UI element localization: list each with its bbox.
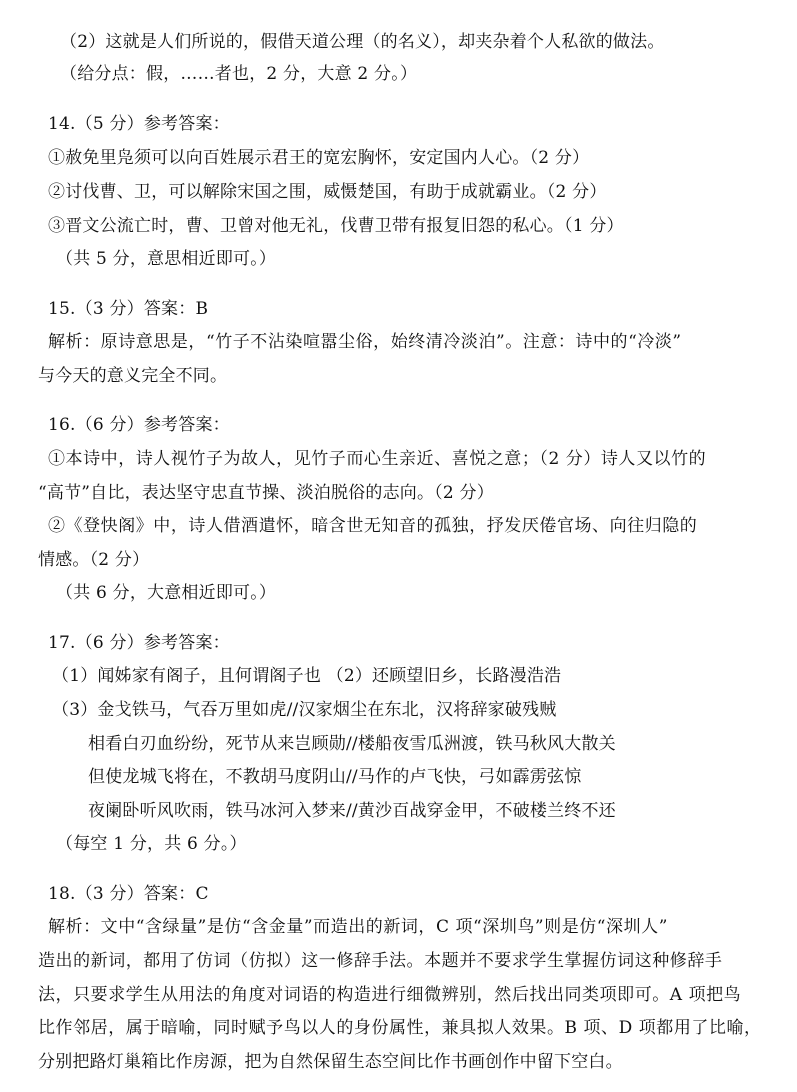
q18-analysis-line-5: 分别把路灯巢箱比作房源，把为自然保留生态空间比作书画创作中留下空白。 bbox=[38, 1052, 623, 1072]
q14-note: （共 5 分，意思相近即可。） bbox=[56, 249, 277, 269]
q16-answer-2-line-2: 情感。（2 分） bbox=[38, 550, 150, 570]
q17-header: 17.（6 分）参考答案： bbox=[48, 633, 230, 653]
q16-header: 16.（6 分）参考答案： bbox=[48, 415, 230, 435]
q14-answer-3: ③晋文公流亡时，曹、卫曾对他无礼，伐曹卫带有报复旧怨的私心。（1 分） bbox=[48, 216, 624, 236]
q18-analysis-line-2: 造出的新词，都用了仿词（仿拟）这一修辞手法。本题并不要求学生掌握仿词这种修辞手 bbox=[38, 951, 723, 971]
q17-answer-3-line-1: （3）金戈铁马，气吞万里如虎//汉家烟尘在东北，汉将辞家破残贼 bbox=[52, 700, 557, 720]
q13-scoring-note: （给分点：假，……者也，2 分，大意 2 分。） bbox=[60, 64, 418, 84]
q17-answer-3-line-2: 相看白刃血纷纷，死节从来岂顾勋//楼船夜雪瓜洲渡，铁马秋风大散关 bbox=[88, 734, 616, 754]
q18-analysis-line-4: 比作邻居，属于暗喻，同时赋予鸟以人的身份属性，兼具拟人效果。B 项、D 项都用了比喻， bbox=[38, 1018, 762, 1038]
q18-analysis-line-1: 解析：文中“含绿量”是仿“含金量”而造出的新词，C 项“深圳鸟”则是仿“深圳人” bbox=[48, 917, 668, 937]
q17-note: （每空 1 分，共 6 分。） bbox=[56, 834, 247, 854]
q17-answer-3-line-4: 夜阑卧听风吹雨，铁马冰河入梦来//黄沙百战穿金甲，不破楼兰终不还 bbox=[88, 801, 616, 821]
q15-analysis-line-1: 解析：原诗意思是，“竹子不沾染喧嚣尘俗，始终清冷淡泊”。注意：诗中的“冷淡” bbox=[48, 332, 682, 352]
q16-answer-1-line-1: ①本诗中，诗人视竹子为故人，见竹子而心生亲近、喜悦之意；（2 分）诗人又以竹的 bbox=[48, 449, 707, 469]
q16-answer-1-line-2: “高节”自比，表达坚守忠直节操、淡泊脱俗的志向。（2 分） bbox=[38, 483, 494, 503]
q18-header: 18.（3 分）答案：C bbox=[48, 884, 209, 904]
q13-answer-item-2: （2）这就是人们所说的，假借天道公理（的名义），却夹杂着个人私欲的做法。 bbox=[60, 32, 665, 52]
q15-header: 15.（3 分）答案：B bbox=[48, 299, 209, 319]
q17-answer-3-line-3: 但使龙城飞将在，不教胡马度阴山//马作的卢飞快，弓如霹雳弦惊 bbox=[88, 767, 582, 787]
q15-analysis-line-2: 与今天的意义完全不同。 bbox=[38, 366, 228, 386]
q17-answer-1-2: （1）闻姊家有阁子，且何谓阁子也 （2）还顾望旧乡，长路漫浩浩 bbox=[52, 666, 562, 686]
q18-analysis-line-3: 法，只要求学生从用法的角度对词语的构造进行细微辨别，然后找出同类项即可。A 项把鸟 bbox=[38, 985, 742, 1005]
q16-answer-2-line-1: ②《登快阁》中，诗人借酒遣怀，暗含世无知音的孤独，抒发厌倦官场、向往归隐的 bbox=[48, 516, 698, 536]
q14-header: 14.（5 分）参考答案： bbox=[48, 114, 230, 134]
q14-answer-2: ②讨伐曹、卫，可以解除宋国之围，威慑楚国，有助于成就霸业。（2 分） bbox=[48, 182, 607, 202]
q14-answer-1: ①赦免里凫须可以向百姓展示君王的宽宏胸怀，安定国内人心。（2 分） bbox=[48, 148, 590, 168]
q16-note: （共 6 分，大意相近即可。） bbox=[56, 583, 277, 603]
